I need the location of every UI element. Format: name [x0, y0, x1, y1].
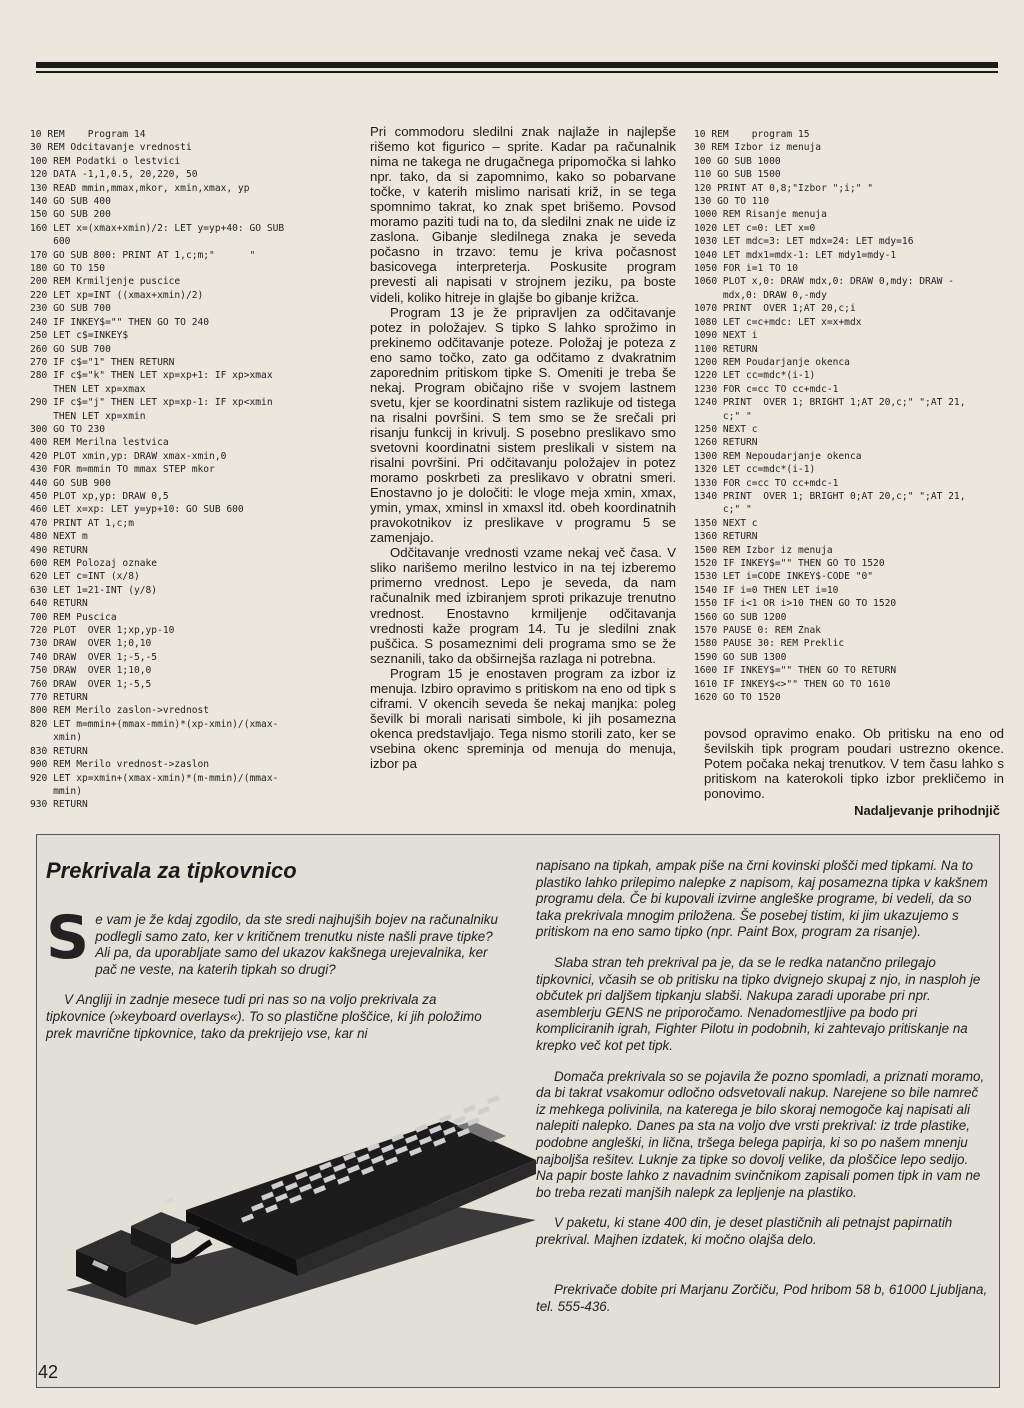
code-line: 220 LET xp=INT ((xmax+xmin)/2) — [30, 289, 204, 301]
article-paragraph: Odčitavanje vrednosti vzame nekaj več časa. V sliko narišemo merilno lestvico in na tej izberemo primerno vrednost. Lepo je seveda, da nam računalnik med izbiranjem sproti prikazuje trenutno vrednost. Enostavno krmiljenje odčitavanja vrednosti kaže program 14. Tu je sledilni znak puščica. S posameznimi deli programa smo se že seznanili, tako da obširnejša razlaga ni potrebna. — [370, 545, 676, 666]
code-line: 1100 RETURN — [694, 343, 758, 355]
code-line: 1550 IF i<1 OR i>10 THEN GO TO 1520 — [694, 598, 897, 610]
code-line: 200 REM Krmiljenje puscice — [30, 276, 181, 288]
code-line: 110 GO SUB 1500 — [694, 169, 781, 181]
top-rule-thin — [36, 71, 998, 73]
article-paragraph: Pri commodoru sledilni znak najlaže in najlepše rišemo kot figurico – sprite. Kadar pa računalnik nima ne takega ne drugačnega pripomočka si lahko npr. tako, da si zapomnimo, kako so pobarvane točke, v katerih mislimo narisati križ, in se tega spomnimo takrat, ko znak spet brišemo. Povsod moramo paziti tudi na to, da sledilni znak ne uide iz zaslona. Gibanje sledilnega znaka je seveda počasno in trzavo: temu je kriva počasnost basicovega interpreterja. Poskusite program prevesti ali napisati v strojnem jeziku, pa boste videli, koliko hitreje in glajše bo gibanje križca. — [370, 124, 676, 305]
code-line: 10 REM program 15 — [694, 129, 810, 140]
code-line: 130 READ mmin,mmax,mkor, xmin,xmax, yp — [30, 182, 250, 194]
code-line: 1250 NEXT c — [694, 423, 758, 435]
code-line: 490 RETURN — [30, 544, 88, 556]
code-line: 1540 IF i=0 THEN LET i=10 — [694, 584, 839, 596]
code-line: 1300 REM Nepoudarjanje okenca — [694, 450, 862, 462]
code-line: c;" " — [694, 504, 752, 516]
code-line: 130 GO TO 110 — [694, 196, 770, 208]
code-line: 180 GO TO 150 — [30, 263, 106, 275]
code-line: 1320 LET cc=mdc*(i-1) — [694, 464, 816, 476]
code-line: 250 LET c$=INKEY$ — [30, 330, 129, 342]
code-line: xmin) — [30, 732, 82, 744]
code-line: 1520 IF INKEY$="" THEN GO TO 1520 — [694, 558, 885, 569]
code-line: 740 DRAW OVER 1;-5,-5 — [30, 651, 158, 663]
article-continuation — [704, 726, 1004, 801]
code-line: 400 REM Merilna lestvica — [30, 437, 169, 449]
code-line: 1580 PAUSE 30: REM Preklic — [694, 638, 845, 650]
code-line: 750 DRAW OVER 1;10,0 — [30, 665, 152, 677]
code-line: 1340 PRINT OVER 1; BRIGHT 0;AT 20,c;" ";AT 21, — [694, 490, 966, 502]
code-line: 300 GO TO 230 — [30, 423, 106, 435]
code-line: 930 RETURN — [30, 799, 88, 811]
code-line: 1600 IF INKEY$="" THEN GO TO RETURN — [694, 665, 897, 677]
box-title: Prekrivala za tipkovnico — [46, 858, 297, 883]
code-line: 830 RETURN — [30, 745, 88, 757]
top-rule — [36, 62, 998, 68]
continued-note: Nadaljevanje prihodnjič — [854, 803, 1000, 818]
code-line: 1090 NEXT i — [694, 330, 758, 342]
code-line: 1020 LET c=0: LET x=0 — [694, 222, 816, 234]
code-line: 30 REM Izbor iz menuja — [694, 142, 822, 154]
code-line: 760 DRAW OVER 1;-5,5 — [30, 678, 152, 690]
code-line: 1000 REM Risanje menuja — [694, 209, 827, 221]
code-line: 170 GO SUB 800: PRINT AT 1,c;m;" " — [30, 249, 256, 261]
code-line: 1200 REM Poudarjanje okenca — [694, 356, 850, 368]
code-line: 1590 GO SUB 1300 — [694, 651, 787, 663]
code-line: 1230 FOR c=cc TO cc+mdc-1 — [694, 383, 839, 395]
code-line: 480 NEXT m — [30, 531, 88, 543]
code-line: 100 REM Podatki o lestvici — [30, 155, 181, 167]
code-line: 800 REM Merilo zaslon->vrednost — [30, 705, 210, 717]
code-line: 620 LET c=INT (x/8) — [30, 571, 140, 583]
code-line: 100 GO SUB 1000 — [694, 155, 781, 167]
code-line: 120 PRINT AT 0,8;"Izbor ";i;" " — [694, 182, 874, 194]
code-line: 290 IF c$="j" THEN LET xp=xp-1: IF xp<xmin — [30, 397, 273, 409]
code-line: 450 PLOT xp,yp: DRAW 0,5 — [30, 490, 169, 502]
code-line: 720 PLOT OVER 1;xp,yp-10 — [30, 625, 175, 637]
code-line: 1560 GO SUB 1200 — [694, 611, 787, 623]
code-line: 1330 FOR c=cc TO cc+mdc-1 — [694, 477, 839, 489]
article-column — [370, 124, 676, 771]
code-line: 1240 PRINT OVER 1; BRIGHT 1;AT 20,c;" ";AT 21, — [694, 397, 966, 409]
code-line: 430 FOR m=mmin TO mmax STEP mkor — [30, 464, 215, 476]
code-line: 270 IF c$="1" THEN RETURN — [30, 356, 175, 368]
article-paragraph: Program 15 je enostaven program za izbor iz menuja. Izbiro opravimo s pritiskom na eno od tipk s ciframi. V okencih seveda še nekaj manjka: poleg ševilk bi morali narisati simbole, ki jih posamezna okenca predstavljajo. Tega nismo storili zato, ker se vsebina okenc spreminja od menuja do menuja, izbor pa — [370, 665, 676, 771]
code-line: 260 GO SUB 700 — [30, 343, 111, 355]
keyboard-key — [487, 1095, 500, 1104]
code-line: 160 LET x=(xmax+xmin)/2: LET y=yp+40: GO SUB — [30, 222, 285, 234]
box-left-column — [46, 903, 498, 1056]
code-line: THEN LET xp=xmax — [30, 383, 146, 395]
code-line: 630 LET 1=21-INT (y/8) — [30, 584, 158, 596]
code-line: 1530 LET i=CODE INKEY$-CODE "0" — [694, 571, 874, 583]
code-line: 460 LET x=xp: LET y=yp+10: GO SUB 600 — [30, 504, 244, 516]
box-paragraph: Slaba stran teh prekrival pa je, da se le redka natančno prilegajo tipkovnici, včasih se ob pritisku na tipko dvignejo skupaj z njo, in nasploh je občutek pri daljšem tipkanju slabši. Nakupa zaradi uporabe pri npr. asemblerju GENS ne priporočamo. Nenadomestljive pa bodo pri kompliciranih igrah, Fighter Pilotu in podobnih, ki zahtevajo pritiskanje na krepko več kot pet tipk. — [536, 954, 981, 1053]
code-line: 30 REM Odcitavanje vrednosti — [30, 142, 192, 154]
code-line: 1260 RETURN — [694, 437, 758, 449]
code-line: 470 PRINT AT 1,c;m — [30, 517, 134, 529]
code-line: 10 REM Program 14 — [30, 129, 146, 140]
keyboard-key — [477, 1106, 490, 1115]
program-14-listing — [30, 128, 350, 812]
code-line: 600 REM Polozaj oznake — [30, 558, 158, 569]
code-line: 640 RETURN — [30, 598, 88, 610]
code-line: 1080 LET c=c+mdc: LET x=x+mdx — [694, 316, 862, 328]
code-line: 280 IF c$="k" THEN LET xp=xp+1: IF xp>xmax — [30, 370, 273, 382]
box-paragraph: V paketu, ki stane 400 din, je deset plastičnih ali petnajst papirnatih prekrival. Majhen izdatek, ki močno olajša delo. — [536, 1215, 953, 1247]
box-paragraph: napisano na tipkah, ampak piše na črni kovinski plošči med tipkami. Na to plastiko lahko prilepimo nalepke z napisom, kaj posamezna tipka v kakšnem programu dela. Če bi kupovali izvirne angleške programe, bi vedeli, da so taka prekrivala mnogim priložena. Še posebej tistim, ki jim ukazujemo s pritiskom na eno samo tipko (npr. Paint Box, program za risanje). — [536, 858, 988, 940]
code-line: c;" " — [694, 410, 752, 422]
code-line: 920 LET xp=xmin+(xmax-xmin)*(m-mmin)/(mmax- — [30, 772, 279, 784]
drop-cap: S — [46, 903, 90, 973]
code-line: 1060 PLOT x,0: DRAW mdx,0: DRAW 0,mdy: DRAW - — [694, 276, 954, 288]
code-line: 1350 NEXT c — [694, 517, 758, 529]
keyboard-photo — [36, 1050, 536, 1350]
code-line: 120 DATA -1,1,0.5, 20,220, 50 — [30, 169, 198, 181]
page-number: 42 — [38, 1362, 59, 1382]
keyboard-key — [453, 1116, 466, 1125]
code-line: 1620 GO TO 1520 — [694, 692, 781, 704]
code-line: 230 GO SUB 700 — [30, 303, 111, 315]
code-line: 730 DRAW OVER 1;0,10 — [30, 638, 152, 650]
article-paragraph: povsod opravimo enako. Ob pritisku na eno od ševilskih tipk program poudari ustrezno okence. Potem počaka nekaj trenutkov. V tem času lahko s pritiskom na katerokoli tipko izbor prekličemo in ponovimo. — [704, 726, 1004, 802]
code-line: 600 — [30, 236, 71, 248]
box-paragraph: Prekrivače dobite pri Marjanu Zorčiču, Pod hribom 58 b, 61000 Ljubljana, tel. 555-436. — [536, 1282, 988, 1315]
code-line: 240 IF INKEY$="" THEN GO TO 240 — [30, 316, 210, 328]
code-line: 1050 FOR i=1 TO 10 — [694, 263, 798, 275]
code-line: 900 REM Merilo vrednost->zaslon — [30, 759, 210, 771]
code-line: THEN LET xp=xmin — [30, 410, 146, 422]
code-line: 420 PLOT xmin,yp: DRAW xmax-xmin,0 — [30, 450, 227, 462]
code-line: mmin) — [30, 785, 82, 797]
code-line: 150 GO SUB 200 — [30, 209, 111, 221]
keyboard-key — [463, 1105, 476, 1114]
article-paragraph: Program 13 je že pripravljen za odčitavanje potez in položajev. S tipko S lahko sprožimo in prekinemo odčitavanje poteze. Položaj je poteza z eno samo točko, zato ga odčitamo z dvakratnim zaporednim pritiskom tipke S. Omeniti je treba še nekaj. Program običajno riše v svojem lastnem svetu, kjer se koordinatni sistem razlikuje od tistega na risalni površini. S tem smo se že srečali pri risanju funkcij in krivulj. S posebno preslikavo smo svetovni koordinatni sistem preslikali v sistem na risalni površini. Pri odčitavanju položajev in potez moramo poskrbeti za preslikavo v obratni smeri. Enostavno jo je določiti: le vloge meja xmin, xmax, ymin, ymax, xminsl in xmaxsl itd. obeh koordinatnih pravokotnikov iz preslikave v programu 5 se zamenjajo. — [370, 304, 676, 546]
code-line: 820 LET m=mmin+(mmax-mmin)*(xp-xmin)/(xmax- — [30, 718, 279, 730]
code-line: 440 GO SUB 900 — [30, 477, 111, 489]
code-line: 1500 REM Izbor iz menuja — [694, 544, 833, 556]
code-line: 1030 LET mdc=3: LET mdx=24: LET mdy=16 — [694, 236, 914, 248]
code-line: 140 GO SUB 400 — [30, 196, 111, 208]
code-line: 1360 RETURN — [694, 531, 758, 543]
box-paragraph: V Angliji in zadnje mesece tudi pri nas so na voljo prekrivala za tipkovnice (»keyboard overlays«). To so plastične ploščice, ki jih položimo prek mavrične tipkovnice, tako da prekrijejo vse, kar ni — [46, 992, 482, 1041]
code-line: 1040 LET mdx1=mdx-1: LET mdy1=mdy-1 — [694, 249, 897, 261]
code-line: 700 REM Puscica — [30, 611, 117, 623]
code-line: 1570 PAUSE 0: REM Znak — [694, 625, 822, 637]
box-paragraph: Se vam je že kdaj zgodilo, da ste sredi najhujših bojev na računalniku podlegli samo zato, ker v kritičnem trenutku niste našli prave tipke? Ali pa, da uporabljate samo del ukazov kakšnega urejevalnika, ker pač ne veste, na katerih tipkah so drugi? — [46, 903, 498, 977]
code-line: 770 RETURN — [30, 692, 88, 704]
box-right-column — [536, 858, 988, 1330]
program-15-listing — [694, 128, 1012, 704]
code-line: 1070 PRINT OVER 1;AT 20,c;i — [694, 303, 856, 315]
code-line: 1220 LET cc=mdc*(i-1) — [694, 370, 816, 382]
code-line: 1610 IF INKEY$<>"" THEN GO TO 1610 — [694, 678, 891, 690]
code-line: mdx,0: DRAW 0,-mdy — [694, 289, 827, 301]
box-paragraph: Domača prekrivala so se pojavila že pozno spomladi, a priznati moramo, da bi takrat vsakomur odločno odsvetovali nakup. Narejene so bile namreč iz mehkega polivinila, na katerega je bilo skoraj nemogoče kaj napisati ali nalepiti nalepko. Danes pa sta na voljo dve vrsti prekrival: iz trde plastike, podobne angleški, in lična, tršega belega papirja, ki so po našem mnenju najboljša rešitev. Luknje za tipke so dovolj velike, da ploščice lepo sedijo. Na papir boste lahko z navadnim svinčnikom zapisali pomen tipk in vam ne bo treba rezati manjših nalepk za lepljenje na plastiko. — [536, 1068, 985, 1200]
